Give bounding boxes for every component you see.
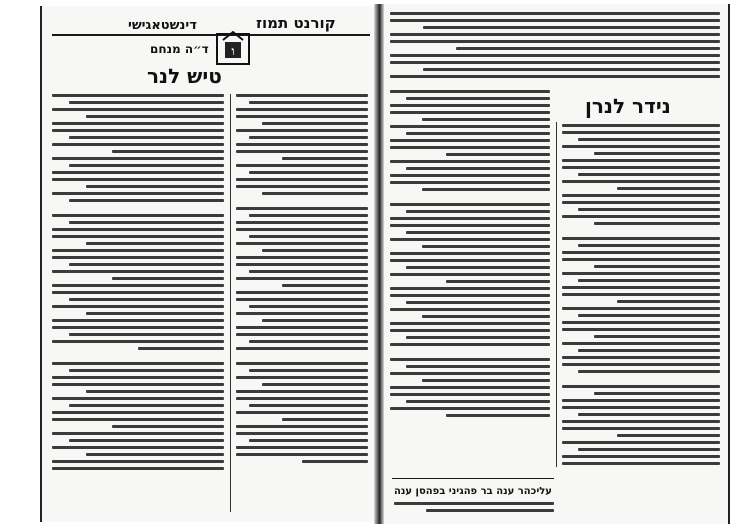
right-header-text [390,12,720,90]
left-column-b [236,94,368,514]
left-section-title: טיש לנר [147,64,222,88]
right-footer-text [394,502,554,516]
left-running-head-title: קורנט תמוז [256,14,336,32]
right-column-b [562,124,720,520]
left-header-rule [52,34,370,36]
emblem-monogram: ו [231,44,235,58]
right-footer-rule [392,478,554,479]
left-subheading: ד״ה מנחם [150,42,209,56]
left-running-head-section: דינשטאגישי [128,18,197,33]
right-column-divider [556,122,557,467]
right-column-a [390,90,550,470]
book-gutter [374,4,384,524]
right-section-title: נידר לנרן [585,94,671,118]
left-column-a [52,94,224,514]
emblem-crest-icon [213,28,253,68]
left-column-divider [230,94,231,512]
right-footer-line: עליכהר ענה בר פהגיני בפהסן ענה [394,486,552,497]
